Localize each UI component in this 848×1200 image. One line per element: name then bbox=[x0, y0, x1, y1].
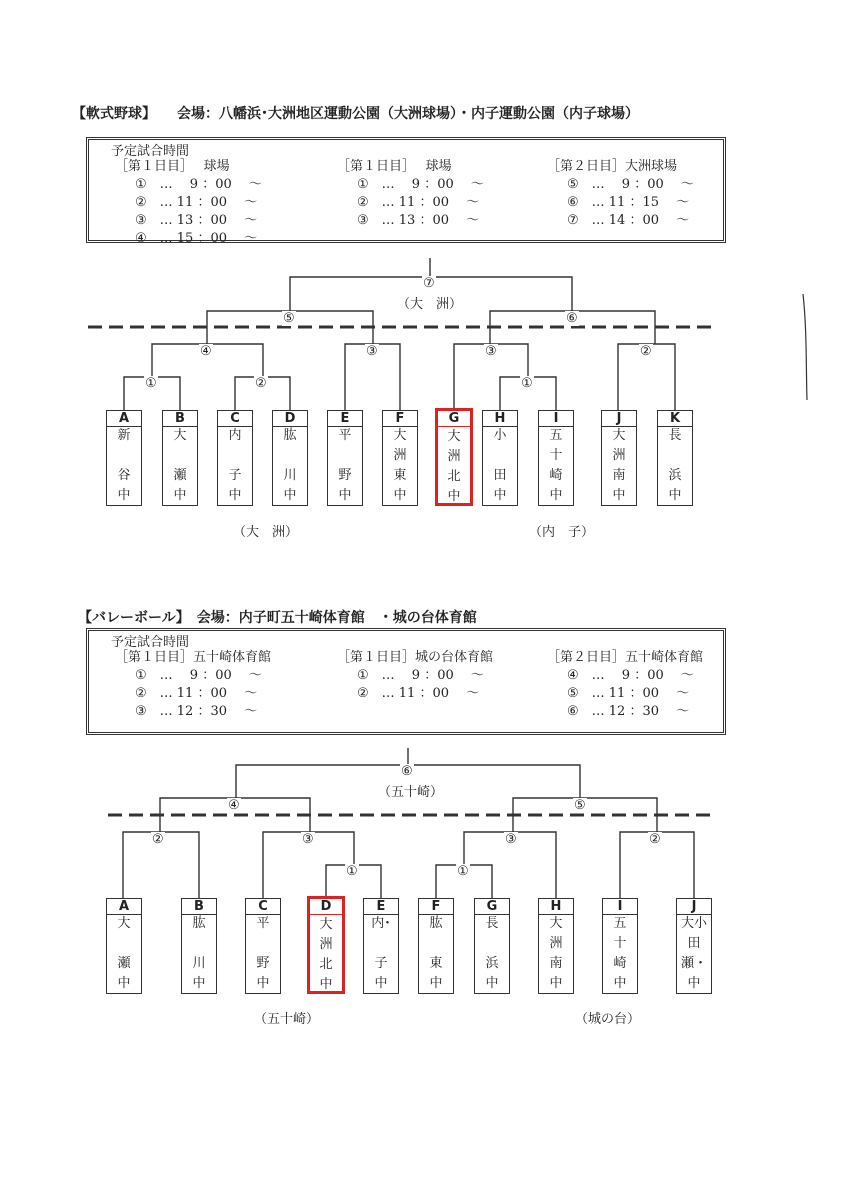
team-char: 子 bbox=[228, 468, 242, 483]
venue-label-left: （大 洲） bbox=[233, 525, 299, 540]
team-name bbox=[603, 916, 637, 991]
team-char: 川 bbox=[192, 956, 206, 971]
team-char: 五 bbox=[549, 428, 563, 443]
team-char: 肱 bbox=[283, 428, 297, 443]
team-char: 中 bbox=[256, 976, 270, 991]
team-char: 中 bbox=[549, 976, 563, 991]
team-char: 北 bbox=[447, 469, 461, 484]
team-char: 五 bbox=[613, 916, 627, 931]
team-char: 大 bbox=[393, 428, 407, 443]
final-venue: （大 洲） bbox=[397, 297, 463, 312]
round-2-label: ② bbox=[152, 832, 164, 847]
schedule-row: ③ … 12 ：30 ～ bbox=[135, 704, 258, 719]
round-7-label: ⑦ bbox=[423, 276, 435, 291]
team-letter: I bbox=[603, 899, 637, 915]
team-char: 長 bbox=[485, 916, 499, 931]
schedule-title: 予定試合時間 bbox=[111, 635, 190, 650]
team-letter: A bbox=[107, 411, 141, 427]
venue-label-right: （内 子） bbox=[529, 525, 595, 540]
team-char: 浜 bbox=[668, 468, 682, 483]
round-3-label: ③ bbox=[505, 832, 517, 847]
team-letter: A bbox=[107, 899, 141, 915]
team-char: 平 bbox=[338, 428, 352, 443]
team-letter: C bbox=[218, 411, 252, 427]
venue-label-right: （城の台） bbox=[575, 1012, 641, 1027]
team-name bbox=[246, 916, 280, 991]
schedule-row: ⑥ … 11 ：15 ～ bbox=[567, 195, 690, 210]
team-char: 崎 bbox=[549, 468, 563, 483]
team-char: 中 bbox=[192, 976, 206, 991]
team-name bbox=[419, 916, 453, 991]
team-char: 南 bbox=[612, 468, 626, 483]
team-char: 中 bbox=[447, 489, 461, 504]
team-a-box bbox=[106, 898, 142, 994]
team-char: 北 bbox=[319, 957, 333, 972]
round-6-label: ⑥ bbox=[566, 311, 578, 326]
team-letter: G bbox=[438, 411, 470, 427]
team-letter: B bbox=[163, 411, 197, 427]
team-name bbox=[539, 916, 573, 991]
volleyball-heading: 【バレーボール】 会場：内子町五十崎体育館 ・城の台体育館 bbox=[78, 610, 477, 626]
team-char: 中 bbox=[429, 976, 443, 991]
team-letter: D bbox=[273, 411, 307, 427]
round-1-label: ① bbox=[521, 376, 533, 391]
team-g-box bbox=[474, 898, 510, 994]
schedule-row: ③ … 13 ：00 ～ bbox=[135, 213, 258, 228]
round-1-label: ① bbox=[457, 864, 469, 879]
round-3-label: ③ bbox=[302, 832, 314, 847]
team-char: 中 bbox=[493, 488, 507, 503]
schedule-header: ［第２日目］五十崎体育館 bbox=[547, 650, 704, 665]
team-char: 十 bbox=[613, 936, 627, 951]
schedule-row: ② … 11 ：00 ～ bbox=[135, 195, 258, 210]
team-char: 崎 bbox=[613, 956, 627, 971]
round-4-label: ④ bbox=[228, 798, 240, 813]
team-char: 内 bbox=[228, 428, 242, 443]
team-char: 洲 bbox=[319, 937, 333, 952]
schedule-header: ［第１日目］五十崎体育館 bbox=[115, 650, 272, 665]
round-1-label: ① bbox=[346, 864, 358, 879]
team-b-box bbox=[181, 898, 217, 994]
schedule-header: ［第１日目］ 球場 bbox=[115, 159, 230, 174]
team-char: 中 bbox=[668, 488, 682, 503]
schedule-row: ① … 9 ：00 ～ bbox=[135, 177, 262, 192]
team-name bbox=[310, 916, 342, 992]
team-letter: F bbox=[383, 411, 417, 427]
round-3-label: ③ bbox=[366, 344, 378, 359]
team-char: 小 bbox=[493, 428, 507, 443]
schedule-header: ［第２日目］大洲球場 bbox=[547, 159, 678, 174]
team-char: 肱 bbox=[192, 916, 206, 931]
team-char: 内･ bbox=[371, 916, 391, 931]
team-i-box bbox=[602, 898, 638, 994]
team-char: 瀬 bbox=[173, 468, 187, 483]
team-char: 中 bbox=[228, 488, 242, 503]
team-h-box bbox=[538, 898, 574, 994]
venue-label-left: （五十崎） bbox=[254, 1012, 320, 1027]
round-1-label: ① bbox=[145, 376, 157, 391]
schedule-row: ① … 9 ：00 ～ bbox=[357, 668, 484, 683]
team-char: 中 bbox=[613, 976, 627, 991]
team-char: 十 bbox=[549, 448, 563, 463]
team-name bbox=[364, 916, 398, 991]
schedule-row: ② … 11 ：00 ～ bbox=[135, 686, 258, 701]
team-letter: C bbox=[246, 899, 280, 915]
round-2-label: ② bbox=[649, 832, 661, 847]
team-char: 瀬 bbox=[117, 956, 131, 971]
schedule-row: ④ … 9 ：00 ～ bbox=[567, 668, 694, 683]
team-char: 中 bbox=[319, 977, 333, 992]
team-j-box bbox=[676, 898, 712, 994]
team-e-box bbox=[363, 898, 399, 994]
team-char: 野 bbox=[338, 468, 352, 483]
team-letter: K bbox=[658, 411, 692, 427]
team-char: 東 bbox=[393, 468, 407, 483]
team-char: 中 bbox=[117, 976, 131, 991]
team-char: 東 bbox=[429, 956, 443, 971]
team-char: 大小 bbox=[680, 916, 707, 931]
team-char: 中 bbox=[117, 488, 131, 503]
schedule-row: ② … 11 ：00 ～ bbox=[357, 195, 480, 210]
round-2-label: ② bbox=[640, 344, 652, 359]
team-char: 中 bbox=[173, 488, 187, 503]
team-letter: B bbox=[182, 899, 216, 915]
team-char: 谷 bbox=[117, 468, 131, 483]
schedule-row: ① … 9 ：00 ～ bbox=[357, 177, 484, 192]
team-char: 中 bbox=[549, 488, 563, 503]
final-venue: （五十崎） bbox=[378, 785, 444, 800]
team-char: 洲 bbox=[393, 448, 407, 463]
schedule-row: ① … 9 ：00 ～ bbox=[135, 668, 262, 683]
team-char: 中 bbox=[485, 976, 499, 991]
schedule-row: ③ … 13 ：00 ～ bbox=[357, 213, 480, 228]
team-char: 田 bbox=[493, 468, 507, 483]
team-char: 瀬・ bbox=[680, 956, 707, 971]
team-char: 中 bbox=[374, 976, 388, 991]
schedule-row: ⑤ … 9 ：00 ～ bbox=[567, 177, 694, 192]
round-3-label: ③ bbox=[485, 344, 497, 359]
team-char: 中 bbox=[338, 488, 352, 503]
round-5-label: ⑤ bbox=[574, 798, 586, 813]
round-4-label: ④ bbox=[200, 344, 212, 359]
team-name bbox=[677, 916, 711, 991]
team-char: 肱 bbox=[429, 916, 443, 931]
schedule-row: ⑤ … 11 ：00 ～ bbox=[567, 686, 690, 701]
team-letter: F bbox=[419, 899, 453, 915]
team-char: 長 bbox=[668, 428, 682, 443]
team-char: 大 bbox=[612, 428, 626, 443]
team-name bbox=[107, 916, 141, 991]
softball-heading: 【軟式野球】 会場：八幡浜･大洲地区運動公園（大洲球場）・内子運動公園（内子球場） bbox=[72, 106, 639, 122]
schedule-row: ⑥ … 12 ：30 ～ bbox=[567, 704, 690, 719]
schedule-row: ② … 11 ：00 ～ bbox=[357, 686, 480, 701]
team-char: 大 bbox=[319, 917, 333, 932]
team-letter: E bbox=[328, 411, 362, 427]
schedule-header: ［第１日目］ 球場 bbox=[337, 159, 452, 174]
team-char: 川 bbox=[283, 468, 297, 483]
team-name bbox=[182, 916, 216, 991]
team-letter: J bbox=[602, 411, 636, 427]
team-char: 中 bbox=[612, 488, 626, 503]
schedule-title: 予定試合時間 bbox=[111, 144, 190, 159]
team-char: 中 bbox=[687, 976, 701, 991]
team-letter: E bbox=[364, 899, 398, 915]
team-char: 浜 bbox=[485, 956, 499, 971]
team-c-box bbox=[245, 898, 281, 994]
team-char: 大 bbox=[117, 916, 131, 931]
team-char: 子 bbox=[374, 956, 388, 971]
team-name bbox=[475, 916, 509, 991]
team-letter: G bbox=[475, 899, 509, 915]
schedule-row: ④ … 15 ：00 ～ bbox=[135, 231, 258, 246]
team-char: 中 bbox=[283, 488, 297, 503]
team-char: 大 bbox=[447, 429, 461, 444]
team-char: 洲 bbox=[612, 448, 626, 463]
team-letter: H bbox=[483, 411, 517, 427]
team-letter: H bbox=[539, 899, 573, 915]
team-char: 平 bbox=[256, 916, 270, 931]
team-f-box bbox=[418, 898, 454, 994]
team-letter: D bbox=[310, 899, 342, 915]
team-char: 洲 bbox=[447, 449, 461, 464]
round-6-label: ⑥ bbox=[401, 764, 413, 779]
team-letter: J bbox=[677, 899, 711, 915]
schedule-row: ⑦ … 14 ：00 ～ bbox=[567, 213, 690, 228]
round-5-label: ⑤ bbox=[283, 311, 295, 326]
team-char: 新 bbox=[117, 428, 131, 443]
team-d-box-highlighted bbox=[307, 896, 345, 994]
team-char: 南 bbox=[549, 956, 563, 971]
team-letter: I bbox=[539, 411, 573, 427]
round-2-label: ② bbox=[255, 376, 267, 391]
team-char: 大 bbox=[173, 428, 187, 443]
team-char: 田 bbox=[687, 936, 701, 951]
team-char: 大 bbox=[549, 916, 563, 931]
team-char: 洲 bbox=[549, 936, 563, 951]
team-char: 野 bbox=[256, 956, 270, 971]
team-char: 中 bbox=[393, 488, 407, 503]
schedule-header: ［第１日目］城の台体育館 bbox=[337, 650, 494, 665]
